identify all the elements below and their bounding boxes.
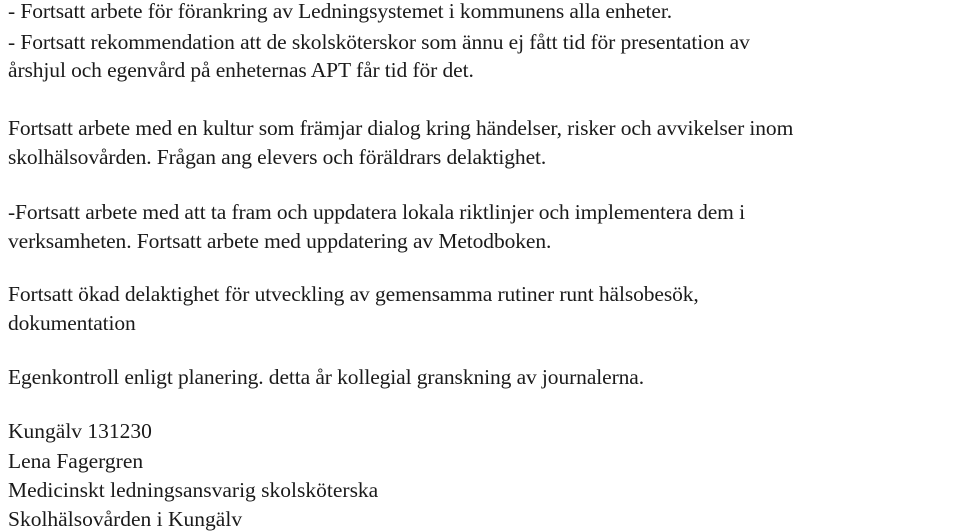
signature-place-date: Kungälv 131230 (8, 419, 152, 443)
text-line: - Fortsatt rekommendation att de skolsköterskor som ännu ej fått tid för presentation av (8, 30, 750, 54)
signature-organization: Skolhälsovården i Kungälv (8, 507, 243, 531)
text-line: årshjul och egenvård på enheternas APT får tid för det. (8, 58, 474, 82)
text-line: Egenkontroll enligt planering. detta år kollegial granskning av journalerna. (8, 365, 645, 389)
text-line: dokumentation (8, 311, 136, 335)
text-line: Fortsatt ökad delaktighet för utveckling av gemensamma rutiner runt hälsobesök, (8, 282, 699, 306)
text-line: skolhälsovården. Frågan ang elevers och föräldrars delaktighet. (8, 145, 547, 169)
text-line: verksamheten. Fortsatt arbete med uppdatering av Metodboken. (8, 229, 552, 253)
text-line: - Fortsatt arbete för förankring av Ledningsystemet i kommunens alla enheter. (8, 0, 672, 23)
signature-name: Lena Fagergren (8, 449, 144, 473)
signature-title: Medicinskt ledningsansvarig skolsköterska (8, 478, 379, 502)
text-line: -Fortsatt arbete med att ta fram och uppdatera lokala riktlinjer och implementera dem i (8, 200, 745, 224)
text-line: Fortsatt arbete med en kultur som främjar dialog kring händelser, risker och avvikelser inom (8, 116, 794, 140)
